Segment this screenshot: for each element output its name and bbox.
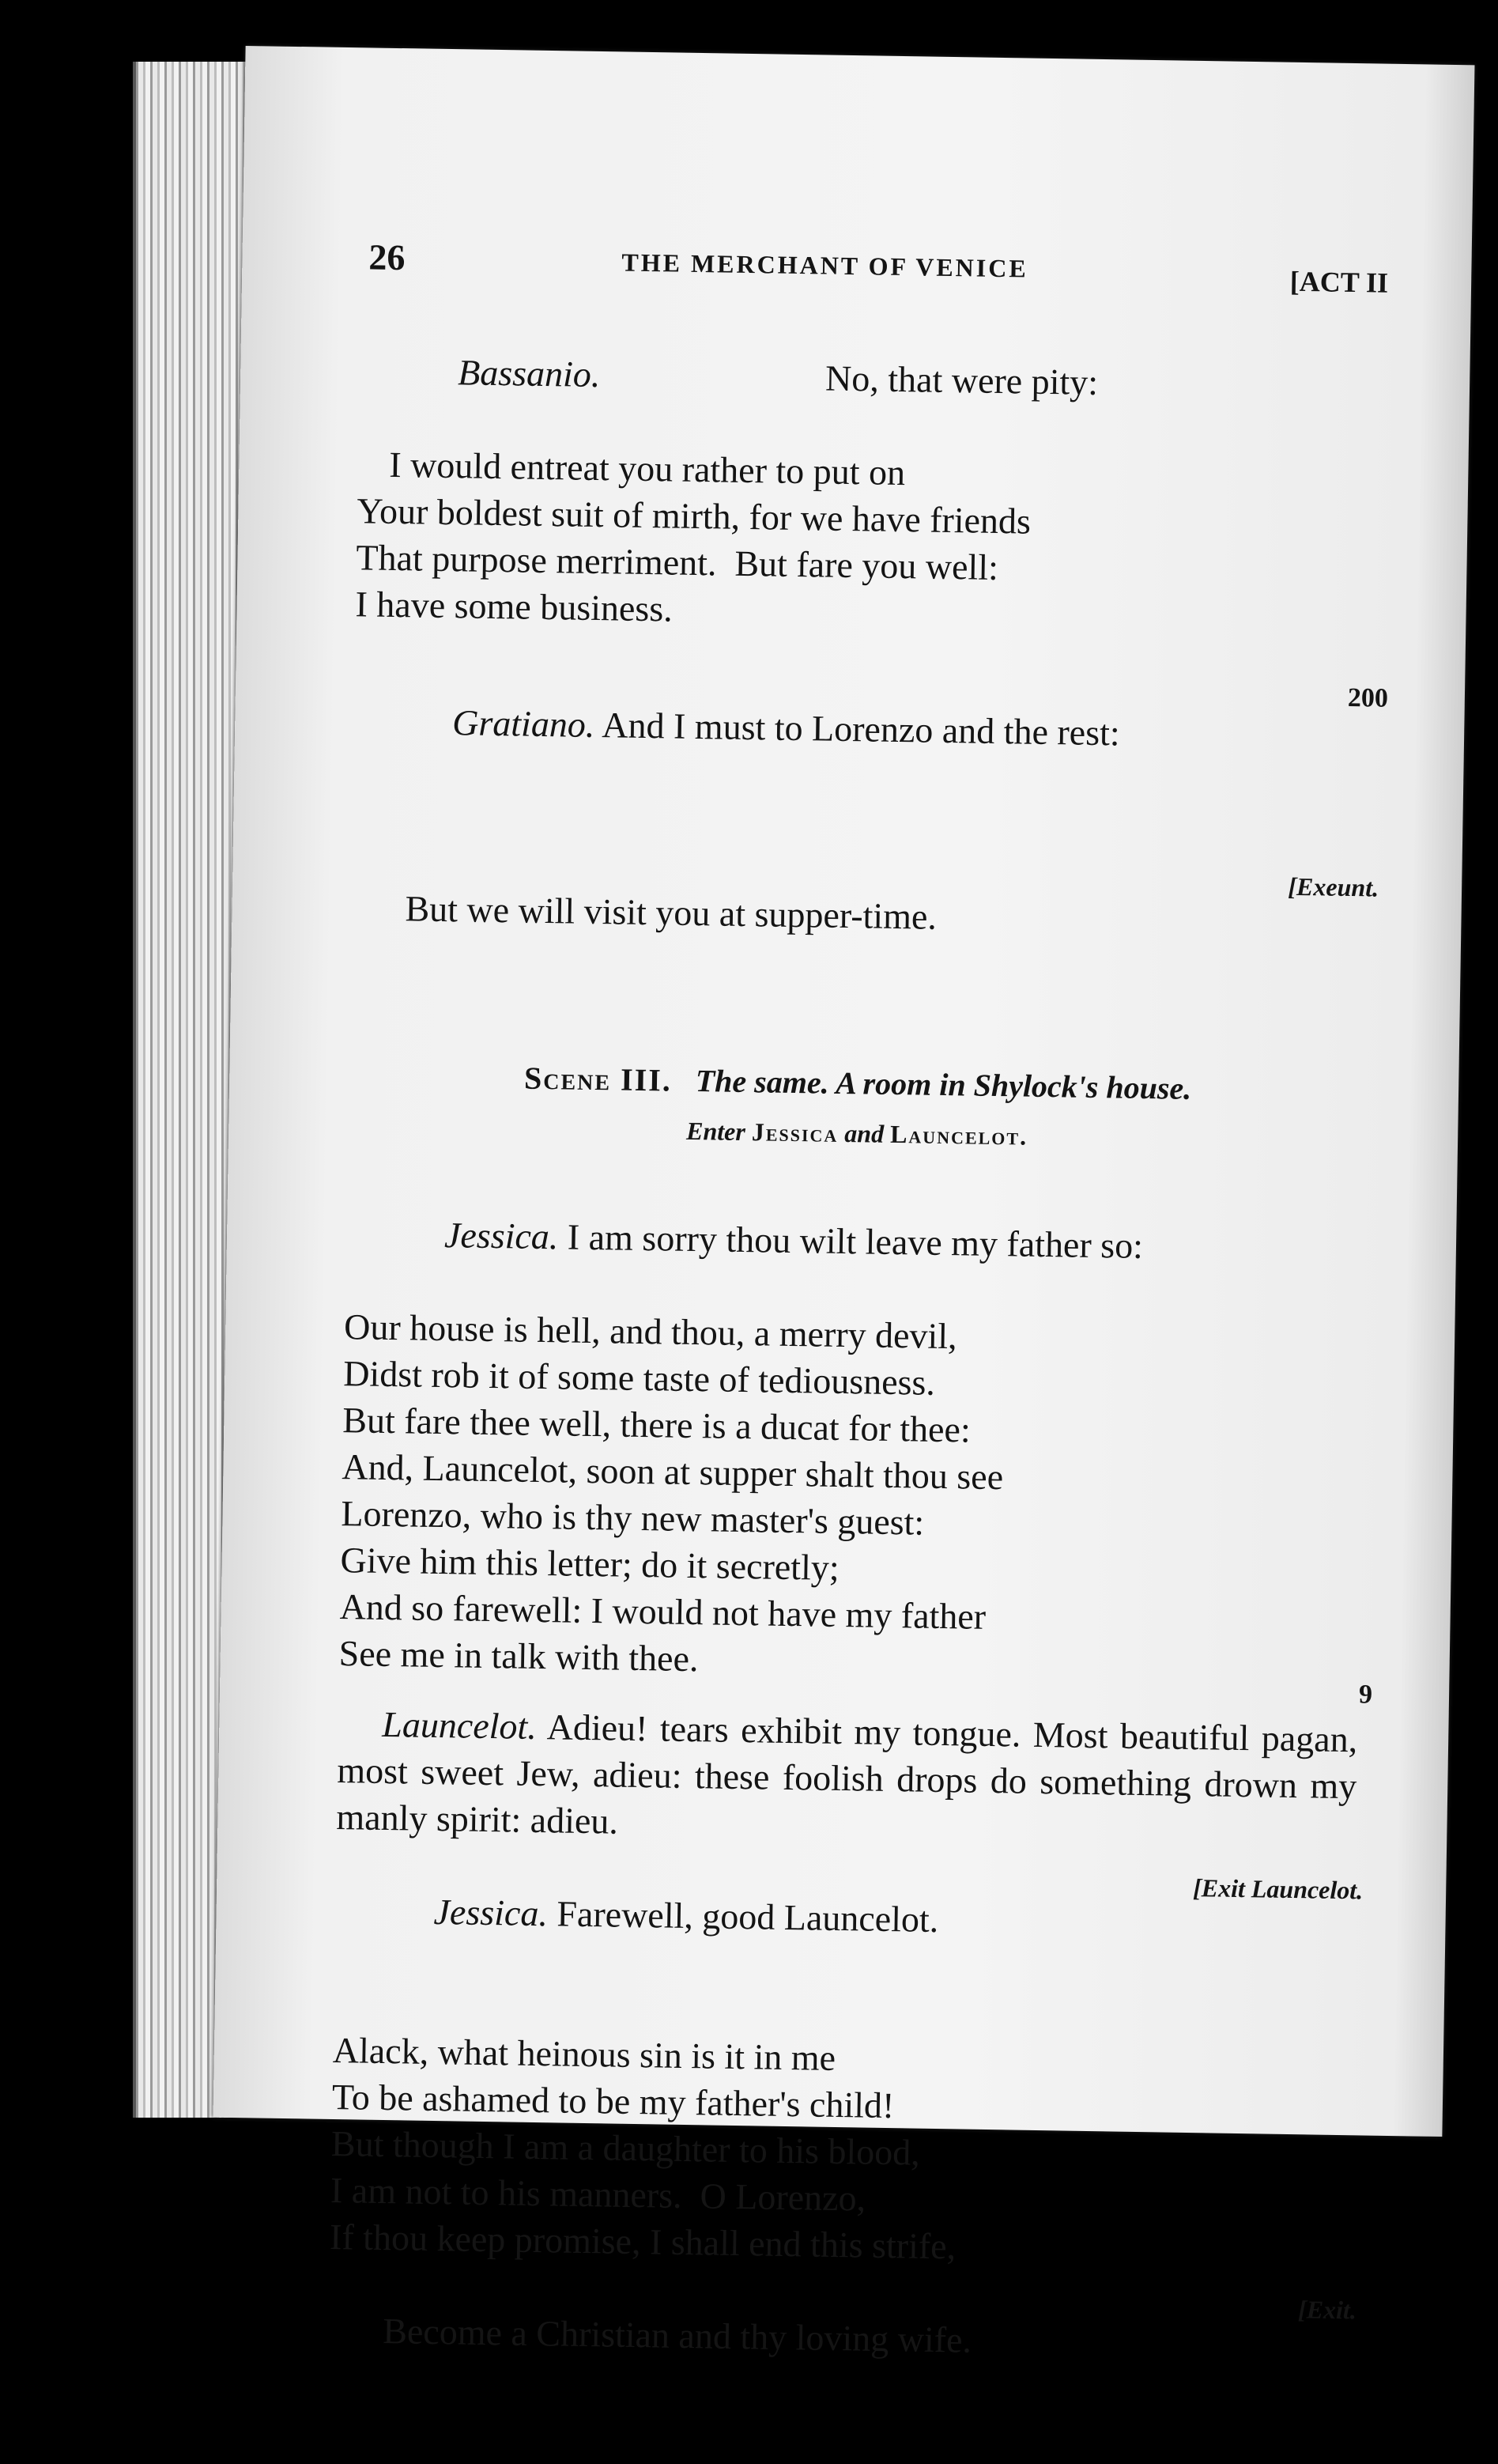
jessica-speech-first-line bbox=[345, 1163, 1367, 1319]
page-content bbox=[326, 229, 1389, 2462]
stage-direction-exit: [Exit. bbox=[1297, 2295, 1357, 2325]
speaker-bassanio: Bassanio. bbox=[457, 352, 601, 395]
verse-line: I am not to his manners. O Lorenzo, bbox=[330, 2169, 866, 2219]
speaker-jessica: Jessica. bbox=[443, 1215, 559, 1257]
speaker-gratiano: Gratiano. bbox=[451, 702, 595, 745]
character-jessica: Jessica bbox=[751, 1117, 839, 1147]
verse-line: Become a Christian and thy loving wife. bbox=[382, 2311, 972, 2360]
verse-line: Lorenzo, who is thy new master's guest: bbox=[341, 1493, 925, 1543]
verse-line: That purpose merriment. But fare you well: bbox=[356, 537, 999, 588]
stage-direction-exit-launcelot: [Exit Launcelot. bbox=[1192, 1873, 1364, 1905]
verse-line: And, Launcelot, soon at supper shalt thou see bbox=[341, 1446, 1004, 1498]
verse-line: But though I am a daughter to his blood, bbox=[330, 2122, 921, 2173]
verse-line: But we will visit you at supper-time. bbox=[405, 888, 938, 937]
verse-line: No, that were pity: bbox=[824, 357, 1099, 402]
verse-line: Alack, what heinous sin is it in me bbox=[332, 2029, 836, 2078]
verse-line: Farewell, good Launcelot. bbox=[557, 1893, 939, 1941]
scene-label: Scene III. bbox=[523, 1060, 673, 1098]
verse-line: I am sorry thou wilt leave my father so: bbox=[567, 1216, 1144, 1266]
verse-line-with-direction bbox=[349, 837, 1379, 1040]
verse-line: Didst rob it of some taste of tediousness. bbox=[342, 1353, 936, 1403]
gratiano-speech-first-line bbox=[352, 651, 1389, 853]
launcelot-speech bbox=[336, 1700, 1358, 1856]
verse-line: And so farewell: I would not have my father bbox=[339, 1586, 987, 1637]
verse-line: But fare thee well, there is a ducat for thee: bbox=[341, 1400, 972, 1450]
verse-line: And I must to Lorenzo and the rest: bbox=[601, 705, 1121, 754]
verse-line: To be ashamed to be my father's child! bbox=[331, 2076, 895, 2126]
book-page bbox=[213, 46, 1475, 2360]
verse-line: Give him this letter; do it secretly; bbox=[340, 1540, 840, 1588]
and-word: and bbox=[844, 1119, 885, 1148]
act-marker: [ACT II bbox=[1289, 265, 1389, 299]
bassanio-speech-first-line bbox=[358, 300, 1380, 456]
prose-text: Adieu! tears exhibit my tongue. Most beautiful pagan, most sweet Jew, adieu: these foolish drops do something drown my manly spirit: adieu. bbox=[336, 1706, 1358, 1842]
line-number: 200 bbox=[1347, 682, 1389, 713]
page-number: 26 bbox=[368, 236, 406, 278]
verse-line: See me in talk with thee. bbox=[338, 1633, 699, 1680]
verse-line: If thou keep promise, I shall end this strife, bbox=[329, 2216, 957, 2267]
speaker-launcelot: Launcelot. bbox=[381, 1703, 538, 1747]
verse-line: Your boldest suit of mirth, for we have friends bbox=[357, 490, 1032, 542]
verse-line: I would entreat you rather to put on bbox=[388, 444, 906, 493]
scene-setting: The same. A room in Shylock's house. bbox=[695, 1063, 1192, 1106]
jessica-speech-2-first-line bbox=[333, 1840, 1364, 2043]
speaker-jessica: Jessica. bbox=[433, 1891, 549, 1934]
running-title: THE MERCHANT OF VENICE bbox=[621, 248, 1029, 283]
verse-line: Our house is hell, and thou, a merry devil, bbox=[343, 1306, 958, 1357]
verse-line: I have some business. bbox=[355, 584, 674, 629]
enter-word: Enter bbox=[685, 1116, 746, 1147]
verse-line-with-direction bbox=[326, 2260, 1357, 2462]
character-launcelot: Launcelot. bbox=[889, 1119, 1028, 1151]
line-number: 9 bbox=[1358, 1680, 1373, 1710]
stage-direction-exeunt: [Exeunt. bbox=[1288, 871, 1379, 902]
